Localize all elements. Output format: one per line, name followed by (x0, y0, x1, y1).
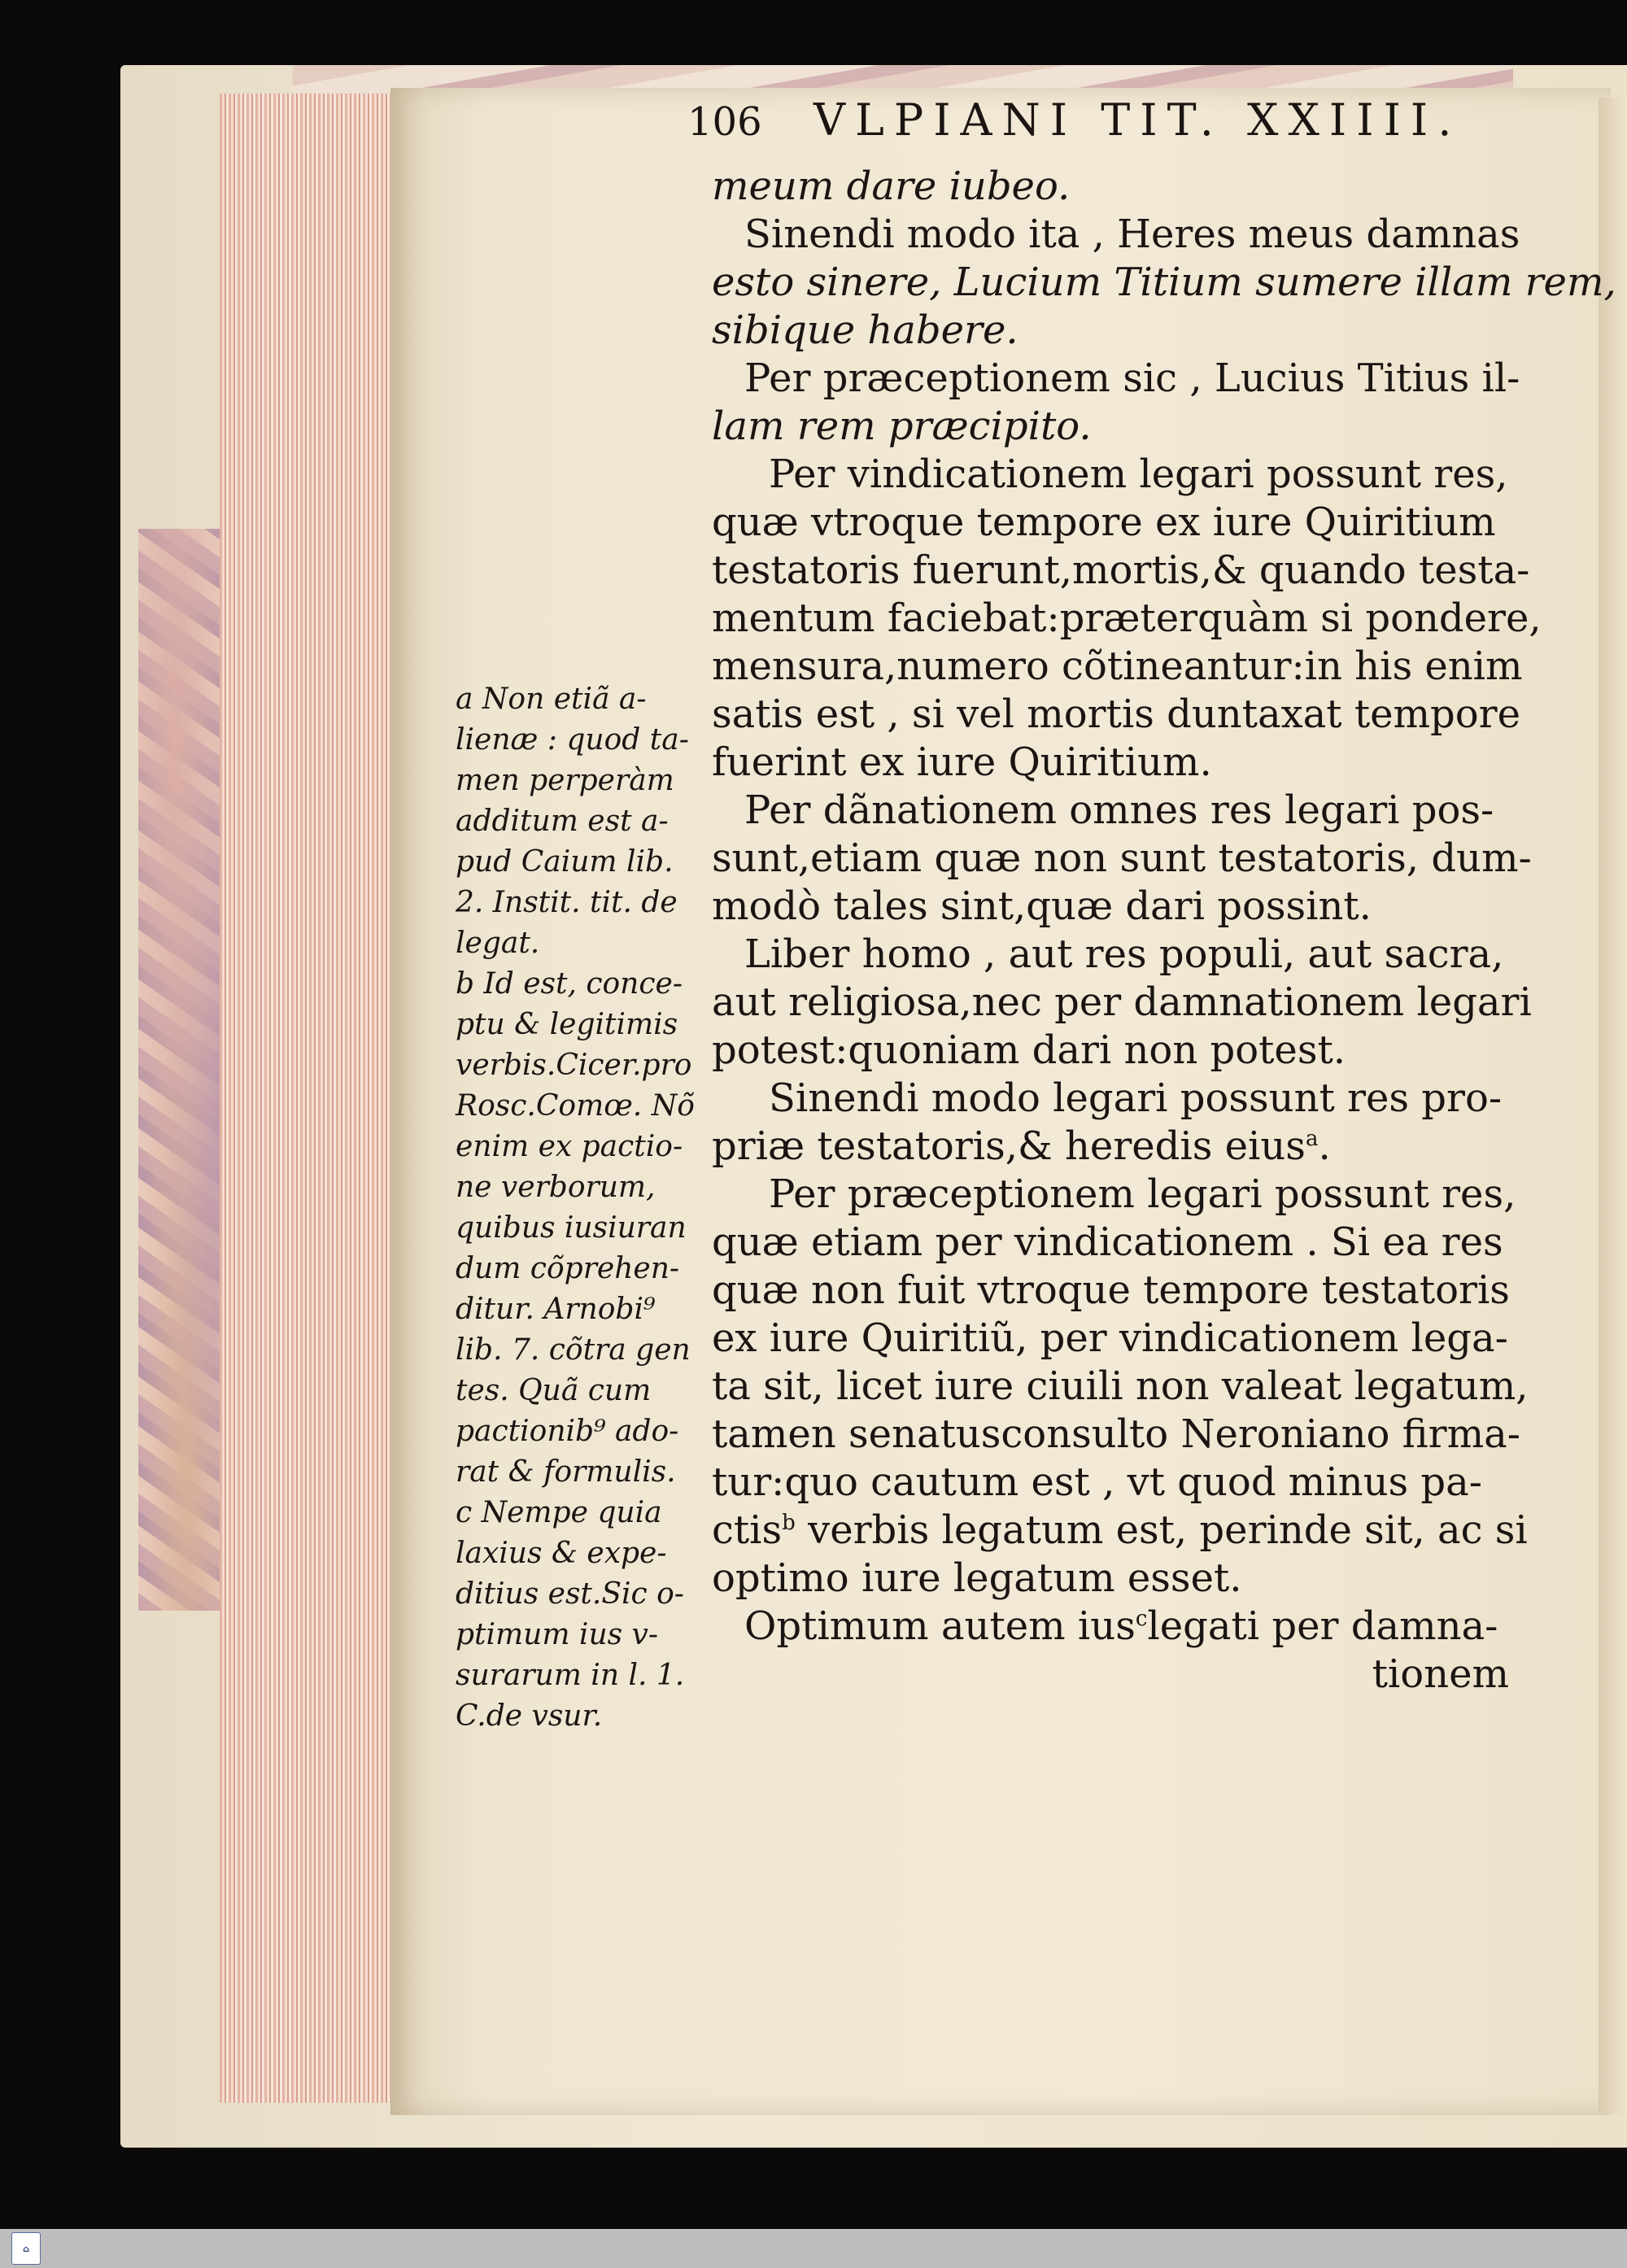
marginal-note-line: men perperàm (456, 764, 674, 797)
text-line (712, 739, 1509, 787)
note-reference: b (782, 1511, 796, 1535)
text-line (712, 1171, 1516, 1219)
text-line (712, 787, 1509, 835)
marginal-note-line: ditius est.Sic o- (456, 1577, 684, 1611)
library-logo-icon[interactable]: ⌂ (11, 2232, 41, 2265)
marginal-note-line: ptu & legitimis (456, 1008, 678, 1041)
marginal-note-line: 2. Instit. tit. de (456, 886, 678, 919)
text-line (712, 1123, 1509, 1171)
text-line (712, 931, 1509, 979)
text-line-content: modò tales sint,quæ dari possint. (712, 883, 1372, 929)
text-line (712, 1315, 1509, 1363)
note-reference: c (1135, 1607, 1148, 1631)
text-line (712, 1603, 1509, 1651)
text-line (712, 1027, 1509, 1075)
text-line (712, 883, 1509, 931)
page-edges (220, 94, 403, 2103)
marginal-note-line: rat & formulis. (456, 1455, 676, 1489)
text-line-content: quæ non fuit vtroque tempore testatoris (712, 1267, 1510, 1313)
text-line (712, 595, 1542, 643)
marginal-note-line: laxius & expe- (456, 1537, 667, 1570)
marginal-note-line: tes. Quã cum (456, 1374, 652, 1407)
text-line-content: Sinendi modo ita , Heres meus damnas (744, 212, 1520, 257)
text-line-content: Optimum autem ius (744, 1603, 1136, 1649)
text-line-content: Sinendi modo legari possunt res pro- (769, 1075, 1503, 1121)
text-line-content: ta sit, licet iure ciuili non valeat legatum, (712, 1363, 1529, 1409)
text-line-content: Per præceptionem sic , Lucius Titius il- (744, 355, 1520, 401)
text-line (712, 259, 1616, 307)
marginal-note-line: C.de vsur. (456, 1699, 603, 1733)
text-line (712, 1555, 1509, 1603)
text-line-content: lam rem præcipito. (712, 403, 1092, 449)
text-line (712, 211, 1520, 259)
text-line-content: aut religiosa,nec per damnationem legari (712, 979, 1532, 1025)
text-line (712, 355, 1520, 403)
text-line-content: fuerint ex iure Quiritium. (712, 739, 1212, 785)
text-line-content: priæ testatoris,& heredis eius (712, 1123, 1306, 1169)
text-line (712, 1267, 1509, 1315)
running-title: VLPIANI TIT. XXIIII. (814, 94, 1462, 146)
text-line (712, 1411, 1520, 1459)
text-line (712, 1363, 1529, 1411)
text-line-content: Per dãnationem omnes res legari pos- (744, 787, 1494, 833)
text-line (712, 835, 1532, 883)
marginal-note-line: c Nempe quia (456, 1496, 662, 1529)
text-line (712, 979, 1532, 1027)
marginal-note-line: pactionib⁹ ado- (456, 1415, 679, 1448)
text-line (712, 1219, 1509, 1267)
text-line-content: testatoris fuerunt,mortis,& quando testa- (712, 547, 1530, 593)
page-number: 106 (687, 99, 762, 145)
marginal-note-line: surarum in l. 1. (456, 1659, 685, 1692)
viewer-bottom-bar (0, 2229, 1627, 2268)
text-line (712, 1459, 1509, 1507)
marginal-note-line: lienæ : quod ta- (456, 723, 689, 757)
text-line-content: Liber homo , aut res populi, aut sacra, (744, 931, 1504, 977)
text-line-content: tur:quo cautum est , vt quod minus pa- (712, 1459, 1482, 1505)
text-line-content: Per præceptionem legari possunt res, (769, 1171, 1516, 1217)
text-line (712, 451, 1509, 499)
text-line (712, 499, 1509, 547)
text-line-tail: legati per damna- (1147, 1603, 1498, 1649)
text-line-tail: verbis legatum est, perinde sit, ac si (795, 1507, 1528, 1553)
marginal-note-line: enim ex pactio- (456, 1130, 683, 1163)
marginal-note-line: ptimum ius v- (456, 1618, 659, 1651)
text-line (712, 403, 1509, 451)
text-line (712, 691, 1521, 739)
text-line-content: quæ vtroque tempore ex iure Quiritium (712, 499, 1496, 545)
text-line-tail: . (1318, 1123, 1331, 1169)
main-text-block (712, 163, 1616, 1699)
marginal-note-line: a Non etiã a- (456, 683, 647, 716)
facing-page-edge (1599, 98, 1627, 2115)
note-reference: a (1305, 1127, 1319, 1151)
text-line-content: ex iure Quiritiũ, per vindicationem lega- (712, 1315, 1508, 1361)
text-line-content: ctis (712, 1507, 783, 1553)
marginal-notes (456, 679, 700, 1737)
text-line-content: tionem (1372, 1651, 1509, 1697)
marginal-note-line: additum est a- (456, 805, 669, 838)
text-line-content: mentum faciebat:præterquàm si pondere, (712, 595, 1542, 641)
text-line (712, 547, 1530, 595)
text-line-content: potest:quoniam dari non potest. (712, 1027, 1346, 1073)
text-line-content: esto sinere, Lucium Titium sumere illam rem, (712, 260, 1616, 305)
text-line (712, 1507, 1528, 1555)
marginal-note-line: ditur. Arnobi⁹ (456, 1293, 656, 1326)
text-line (712, 1075, 1509, 1123)
text-line-content: quæ etiam per vindicationem . Si ea res (712, 1219, 1503, 1265)
marginal-note-line: lib. 7. cõtra gen (456, 1333, 691, 1367)
text-line-content: mensura,numero cõtineantur:in his enim (712, 643, 1523, 689)
text-line-content: tamen senatusconsulto Neroniano firma- (712, 1411, 1520, 1457)
text-line-content: meum dare iubeo. (712, 164, 1071, 209)
text-line-content: sunt,etiam quæ non sunt testatoris, dum- (712, 835, 1532, 881)
marginal-note-line: quibus iusiuran (456, 1211, 687, 1245)
marginal-note-line: Rosc.Comœ. Nõ (456, 1089, 695, 1123)
marginal-note-line: dum cõprehen- (456, 1252, 680, 1285)
marginal-note-line: ne verborum, (456, 1171, 656, 1204)
text-line (712, 1651, 1509, 1699)
text-line-content: satis est , si vel mortis duntaxat tempore (712, 691, 1521, 737)
text-line (712, 643, 1523, 691)
text-line-content: sibique habere. (712, 307, 1019, 353)
marginal-note-line: legat. (456, 927, 540, 960)
marginal-note-line: b Id est, conce- (456, 967, 683, 1001)
marginal-note-line: verbis.Cicer.pro (456, 1049, 692, 1082)
text-line-content: Per vindicationem legari possunt res, (769, 451, 1508, 497)
text-line (712, 163, 1509, 211)
text-line (712, 307, 1509, 355)
marginal-note-line: pud Caium lib. (456, 845, 674, 879)
text-line-content: optimo iure legatum esset. (712, 1555, 1242, 1601)
